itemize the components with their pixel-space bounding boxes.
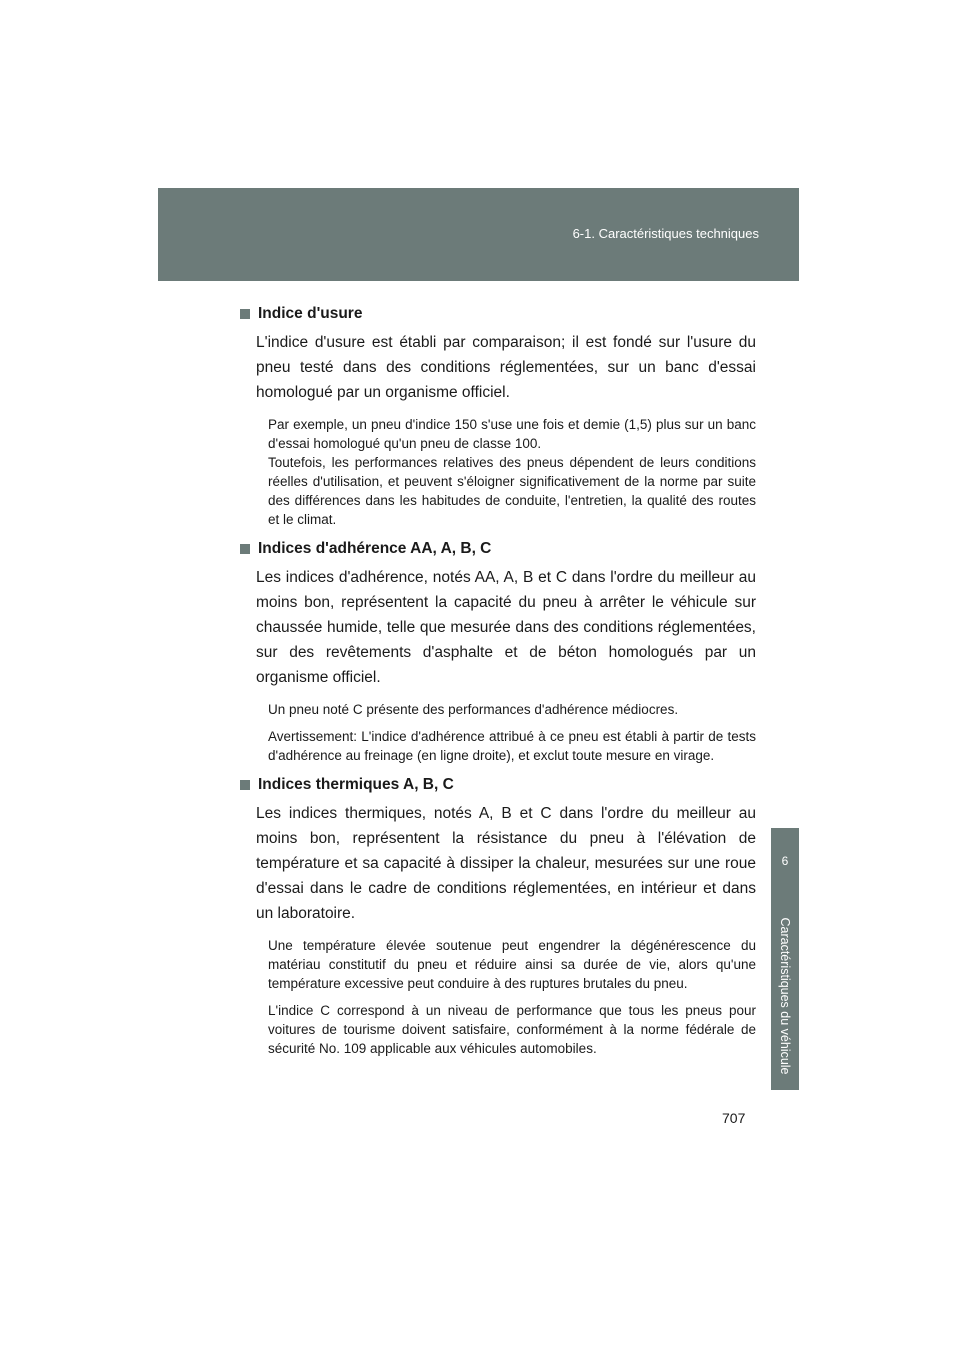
section-note: Une température élevée soutenue peut engendrer la dégénérescence du matériau constitutif du pneu et réduire ainsi sa durée de vie, alors qu'une température excessive peut conduire à des ruptures brutales du pneu.	[268, 938, 756, 991]
section-wear-index	[240, 302, 756, 529]
breadcrumb: 6-1. Caractéristiques techniques	[572, 226, 759, 241]
section-note: Un pneu noté C présente des performances d'adhérence médiocres.	[268, 702, 679, 717]
chapter-label: Caractéristiques du véhicule	[778, 917, 792, 1075]
section-title: Indices d'adhérence AA, A, B, C	[258, 540, 492, 557]
section-body: Les indices thermiques, notés A, B et C dans l'ordre du meilleur au moins bon, représentent la résistance du pneu à l'élévation de température et sa capacité à dissiper la chaleur, mesurées sur une roue d'essai dans le cadre de conditions réglementées, en intérieur et dans un laboratoire.	[256, 805, 756, 922]
section-note: Avertissement: L'indice d'adhérence attribué à ce pneu est établi à partir de tests d'adhérence au freinage (en ligne droite), et exclut toute mesure en virage.	[268, 729, 756, 763]
section-title: Indices thermiques A, B, C	[258, 776, 454, 793]
section-heading	[240, 302, 756, 326]
section-body: L'indice d'usure est établi par comparaison; il est fondé sur l'usure du pneu testé dans des conditions réglementées, sur un banc d'essai homologué par un organisme officiel.	[256, 334, 756, 401]
section-heading	[240, 773, 756, 797]
square-bullet-icon	[240, 544, 250, 554]
square-bullet-icon	[240, 780, 250, 790]
chapter-side-tab	[771, 828, 799, 1090]
section-heading	[240, 537, 756, 561]
page-content	[240, 302, 756, 1066]
section-note: L'indice C correspond à un niveau de performance que tous les pneus pour voitures de tourisme doivent satisfaire, conformément à la norme fédérale de sécurité No. 109 applicable aux véhicules automobiles.	[268, 1003, 756, 1056]
square-bullet-icon	[240, 309, 250, 319]
section-traction-index	[240, 537, 756, 765]
chapter-number: 6	[781, 854, 789, 868]
section-note: Toutefois, les performances relatives des pneus dépendent de leurs conditions réelles d'utilisation, et peuvent s'éloigner significativement de la norme par suite des différences dans les habitudes de conduite, l'entretien, la qualité des routes et le climat.	[268, 455, 756, 527]
section-note: Par exemple, un pneu d'indice 150 s'use une fois et demie (1,5) plus sur un banc d'essai homologué qu'un pneu de classe 100.	[268, 417, 756, 451]
chapter-header	[158, 188, 799, 281]
section-body: Les indices d'adhérence, notés AA, A, B et C dans l'ordre du meilleur au moins bon, représentent la capacité du pneu à arrêter le véhicule sur chaussée humide, telle que mesurée dans des conditions réglementées, sur des revêtements d'asphalte et de béton homologués par un organisme officiel.	[256, 569, 756, 686]
section-temperature-index	[240, 773, 756, 1058]
section-title: Indice d'usure	[258, 305, 363, 322]
page-number: 707	[722, 1110, 746, 1126]
